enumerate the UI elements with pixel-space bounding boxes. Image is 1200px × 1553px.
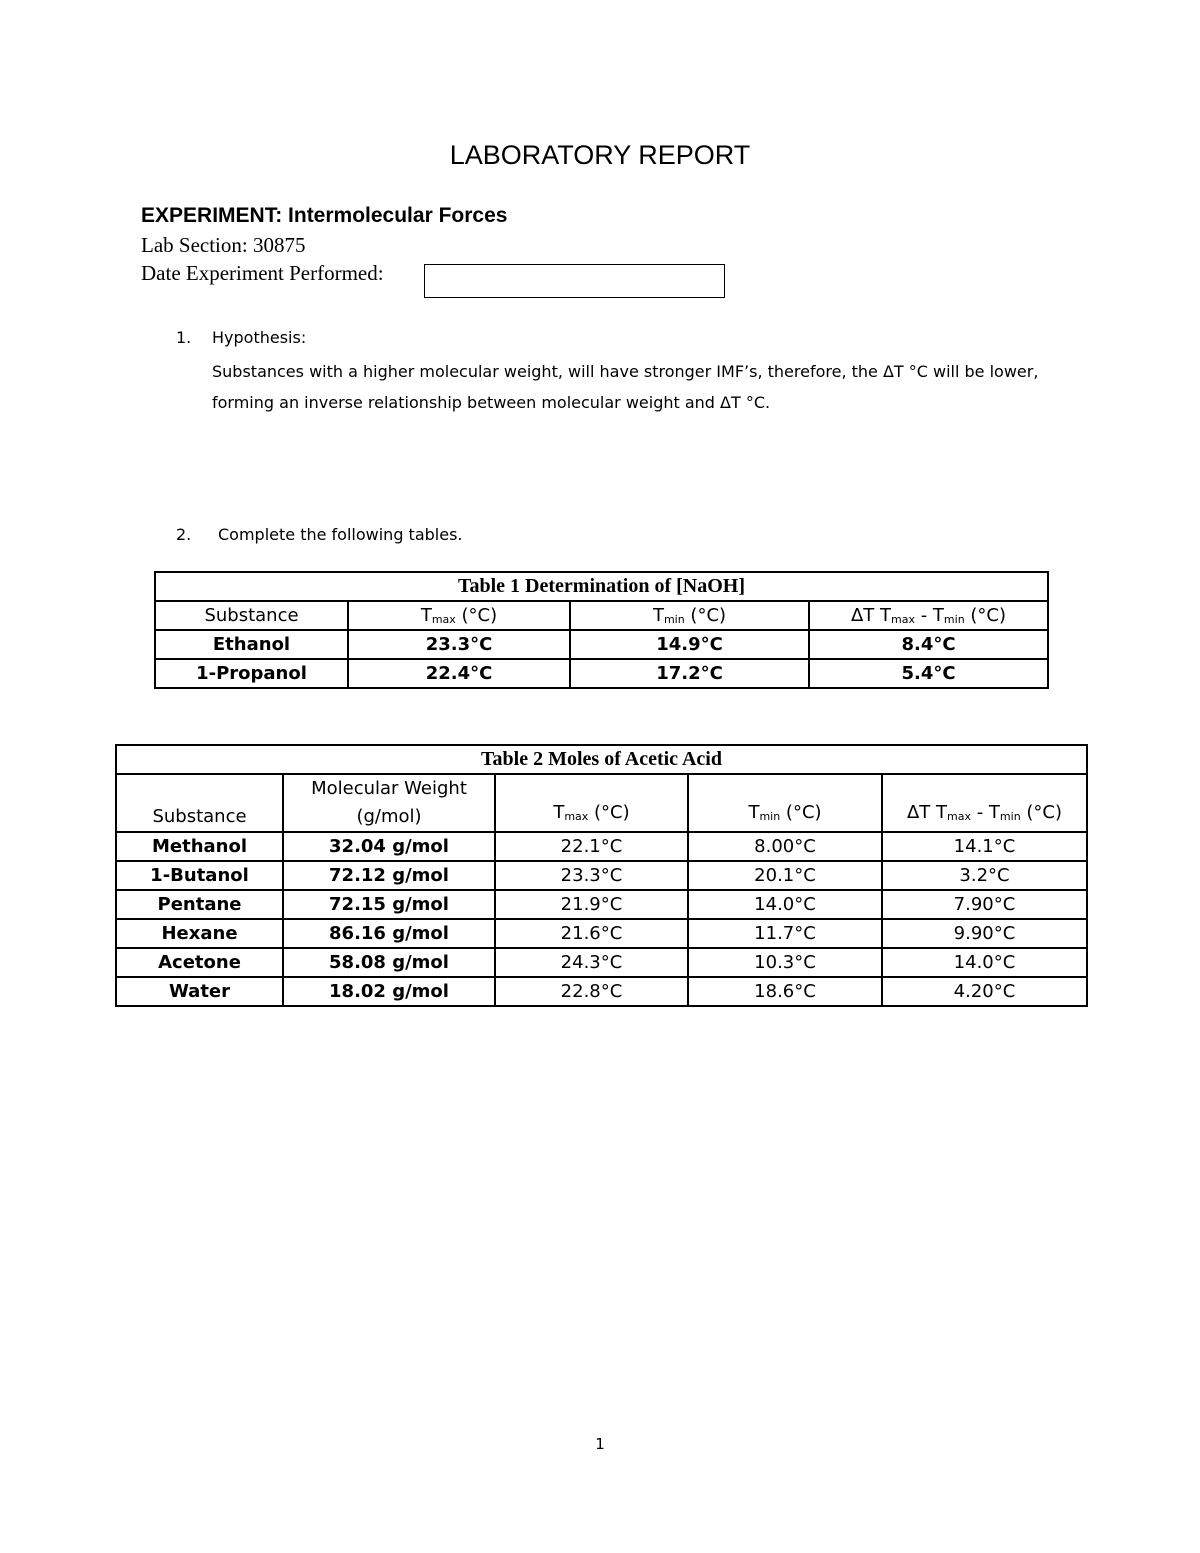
question2-number: 2. [176, 525, 192, 544]
cell-delta: 8.4°C [809, 630, 1048, 659]
experiment-heading [141, 204, 507, 228]
cell-tmax: 24.3°C [495, 948, 688, 977]
cell-tmax: 21.9°C [495, 890, 688, 919]
cell-substance: 1-Propanol [155, 659, 348, 688]
cell-molecular-weight: 18.02 g/mol [283, 977, 495, 1006]
cell-tmin: 10.3°C [688, 948, 882, 977]
cell-delta: 4.20°C [882, 977, 1087, 1006]
cell-tmax: 23.3°C [495, 861, 688, 890]
table-1-caption: Table 1 Determination of [NaOH] [155, 572, 1048, 601]
experiment-name: Intermolecular Forces [288, 204, 508, 227]
table-2-header-delta: ΔT $T_{max} - T_{min}$ (°C) [882, 774, 1087, 832]
table-2 [115, 744, 1088, 1007]
table-1-header-tmax: $T_{max}$ (°C) [348, 601, 570, 630]
table-2-header-row [116, 774, 1087, 832]
cell-tmin: 14.0°C [688, 890, 882, 919]
cell-delta: 9.90°C [882, 919, 1087, 948]
cell-delta: 7.90°C [882, 890, 1087, 919]
cell-substance: Ethanol [155, 630, 348, 659]
table-1-header-tmin: $T_{min}$ (°C) [570, 601, 809, 630]
table-2-caption: Table 2 Moles of Acetic Acid [116, 745, 1087, 774]
lab-section: Lab Section: 30875 [141, 233, 306, 257]
cell-tmin: 18.6°C [688, 977, 882, 1006]
cell-delta: 14.1°C [882, 832, 1087, 861]
table-2-header-tmin: $T_{min}$ (°C) [688, 774, 882, 832]
table-row [116, 832, 1087, 861]
table-1-header-delta: ΔT $T_{max} - T_{min}$ (°C) [809, 601, 1048, 630]
table-2-header-tmax: $T_{max}$ (°C) [495, 774, 688, 832]
cell-tmin: 17.2°C [570, 659, 809, 688]
cell-tmax: 21.6°C [495, 919, 688, 948]
cell-tmin: 8.00°C [688, 832, 882, 861]
table-row [116, 977, 1087, 1006]
page-number: 1 [595, 1435, 605, 1453]
cell-molecular-weight: 58.08 g/mol [283, 948, 495, 977]
table-1-header-substance: Substance [155, 601, 348, 630]
hypothesis-label: Hypothesis: [212, 328, 307, 347]
cell-delta: 5.4°C [809, 659, 1048, 688]
cell-substance: Acetone [116, 948, 283, 977]
cell-tmax: 22.8°C [495, 977, 688, 1006]
table-row [155, 659, 1048, 688]
cell-tmin: 20.1°C [688, 861, 882, 890]
cell-molecular-weight: 86.16 g/mol [283, 919, 495, 948]
cell-tmax: 22.4°C [348, 659, 570, 688]
cell-tmax: 22.1°C [495, 832, 688, 861]
cell-tmin: 14.9°C [570, 630, 809, 659]
table-row [116, 948, 1087, 977]
cell-substance: Pentane [116, 890, 283, 919]
table-2-header-molecular-weight: Molecular Weight (g/mol) [283, 774, 495, 832]
report-title: LABORATORY REPORT [449, 140, 751, 170]
date-label: Date Experiment Performed: [141, 261, 384, 285]
cell-molecular-weight: 72.15 g/mol [283, 890, 495, 919]
table-1-header-row [155, 601, 1048, 630]
table-row [116, 861, 1087, 890]
experiment-label: EXPERIMENT: [141, 204, 283, 227]
hypothesis-text: Substances with a higher molecular weight, will have stronger IMF’s, therefore, the ΔT °C will be lower, forming an inverse relationship between molecular weight and ΔT °C. [212, 362, 1039, 412]
cell-molecular-weight: 32.04 g/mol [283, 832, 495, 861]
cell-tmax: 23.3°C [348, 630, 570, 659]
table-2-header-substance: Substance [116, 774, 283, 832]
cell-delta: 14.0°C [882, 948, 1087, 977]
table-row [116, 890, 1087, 919]
hypothesis-number: 1. [176, 328, 192, 347]
table-row [155, 630, 1048, 659]
cell-substance: 1-Butanol [116, 861, 283, 890]
cell-molecular-weight: 72.12 g/mol [283, 861, 495, 890]
cell-tmin: 11.7°C [688, 919, 882, 948]
table-1 [154, 571, 1049, 689]
date-field[interactable] [424, 264, 725, 298]
cell-substance: Water [116, 977, 283, 1006]
question2-text: Complete the following tables. [218, 525, 463, 544]
cell-substance: Methanol [116, 832, 283, 861]
cell-substance: Hexane [116, 919, 283, 948]
cell-delta: 3.2°C [882, 861, 1087, 890]
table-row [116, 919, 1087, 948]
